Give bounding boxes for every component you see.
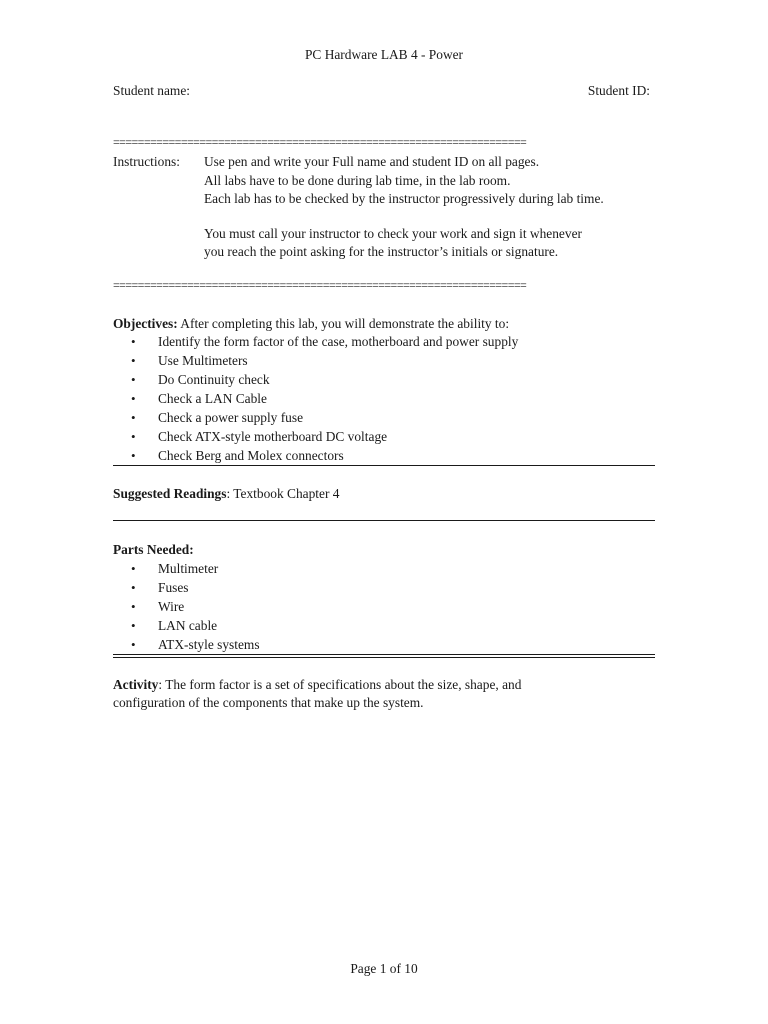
parts-rule [113,654,655,658]
bullet-icon: • [131,580,136,595]
readings-rule [113,520,655,521]
objective-text: Do Continuity check [158,372,270,387]
separator-bottom: =================================================================== [113,279,527,291]
objectives-label: Objectives: [113,316,178,331]
instruction-line: All labs have to be done during lab time, in the lab room. [204,173,511,188]
page-number: Page 1 of 10 [350,961,418,976]
bullet-icon: • [131,334,136,349]
student-id-label: Student ID: [587,83,650,98]
objectives-rule [113,465,655,466]
bullet-icon: • [131,637,136,652]
objective-text: Check a LAN Cable [158,391,267,406]
objective-text: Use Multimeters [158,353,248,368]
bullet-icon: • [131,561,136,576]
bullet-icon: • [131,410,136,425]
readings-label: Suggested Readings [113,486,227,501]
bullet-icon: • [131,372,136,387]
instruction-line: Use pen and write your Full name and student ID on all pages. [204,154,540,169]
activity-label: Activity [113,677,159,692]
activity-paragraph [113,678,521,691]
separator-top: =================================================================== [113,136,527,148]
parts-heading: Parts Needed: [113,542,194,557]
instruction-line: You must call your instructor to check your work and sign it whenever [204,226,582,241]
readings-text: : Textbook Chapter 4 [226,486,340,501]
suggested-readings [113,487,339,500]
part-text: LAN cable [158,618,218,633]
student-name-label: Student name: [113,83,190,98]
page-title: PC Hardware LAB 4 - Power [304,47,464,62]
part-text: ATX-style systems [158,637,260,652]
instruction-line: you reach the point asking for the instructor’s initials or signature. [204,244,559,259]
bullet-icon: • [131,618,136,633]
bullet-icon: • [131,448,136,463]
part-text: Wire [158,599,185,614]
bullet-icon: • [131,429,136,444]
objective-text: Check ATX-style motherboard DC voltage [158,429,388,444]
objectives-heading [113,317,509,330]
instructions-label: Instructions: [113,154,180,169]
bullet-icon: • [131,391,136,406]
activity-text-line2: configuration of the components that make up the system. [113,695,424,710]
objectives-intro: After completing this lab, you will demonstrate the ability to: [177,316,510,331]
part-text: Fuses [158,580,189,595]
objective-text: Identify the form factor of the case, motherboard and power supply [158,334,519,349]
objective-text: Check Berg and Molex connectors [158,448,344,463]
objective-text: Check a power supply fuse [158,410,304,425]
activity-text-line1: : The form factor is a set of specifications about the size, shape, and [158,677,522,692]
bullet-icon: • [131,353,136,368]
instruction-line: Each lab has to be checked by the instructor progressively during lab time. [204,191,604,206]
bullet-icon: • [131,599,136,614]
part-text: Multimeter [158,561,219,576]
